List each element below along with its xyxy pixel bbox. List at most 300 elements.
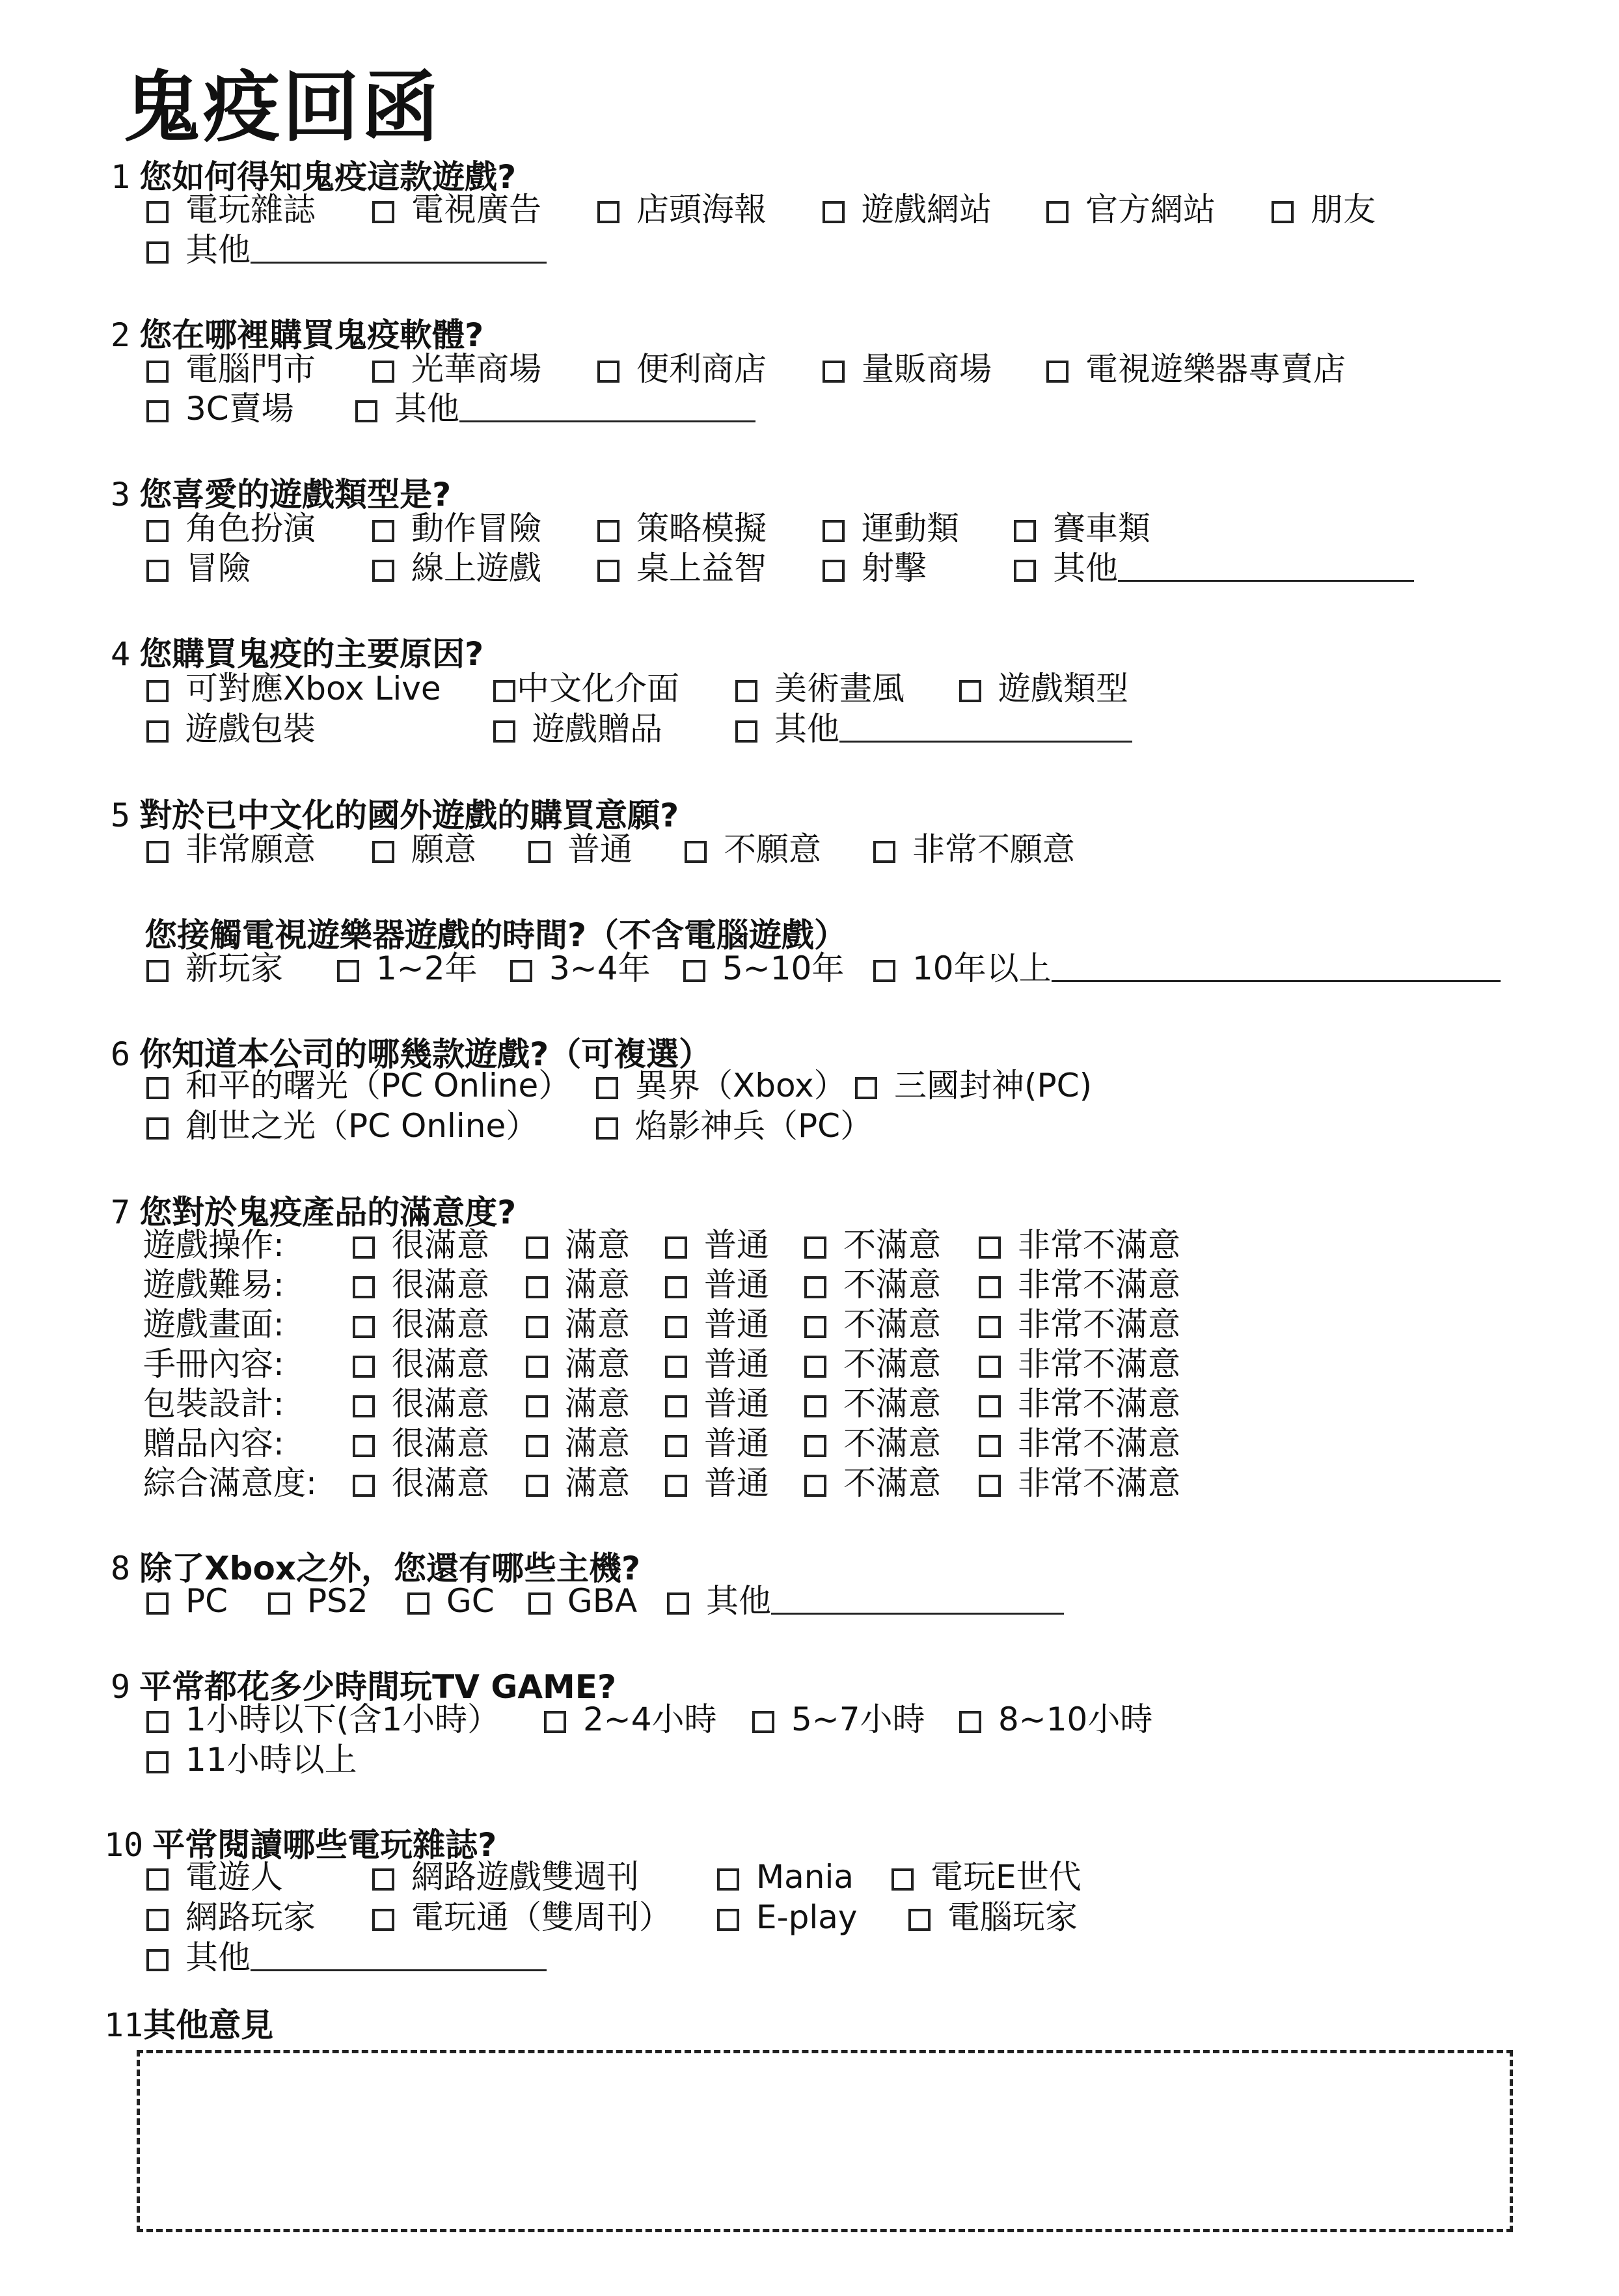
checkbox-option[interactable] — [146, 949, 283, 988]
checkbox[interactable] — [1272, 201, 1294, 223]
option-label: 其他 — [185, 231, 251, 269]
satisfaction-option[interactable] — [665, 1424, 769, 1463]
option-label: 滿意 — [565, 1464, 630, 1502]
checkbox-option-other[interactable] — [667, 1581, 1064, 1620]
checkbox[interactable] — [372, 1868, 394, 1891]
checkbox[interactable] — [1014, 560, 1036, 582]
option-label: 3C賣場 — [185, 390, 294, 428]
option-label: 不滿意 — [843, 1425, 941, 1462]
checkbox[interactable] — [752, 1711, 774, 1733]
satisfaction-option[interactable] — [979, 1225, 1180, 1264]
option-label: 非常不滿意 — [1018, 1266, 1180, 1304]
checkbox-option[interactable] — [717, 1857, 854, 1896]
checkbox-option[interactable] — [735, 669, 905, 708]
checkbox[interactable] — [665, 1395, 687, 1417]
checkbox-option[interactable] — [146, 709, 316, 748]
checkbox-option[interactable] — [597, 509, 767, 548]
option-label: 電視廣告 — [411, 191, 541, 228]
checkbox[interactable] — [717, 1909, 739, 1931]
checkbox[interactable] — [979, 1237, 1001, 1259]
option-label: 滿意 — [565, 1345, 630, 1383]
checkbox-option[interactable] — [372, 190, 541, 229]
option-label: 可對應Xbox Live — [185, 670, 441, 707]
option-label: 官方網站 — [1085, 191, 1216, 228]
checkbox[interactable] — [353, 1356, 375, 1378]
option-label: 店頭海報 — [636, 191, 767, 228]
checkbox-option[interactable] — [683, 949, 844, 988]
checkbox-option[interactable] — [146, 1106, 538, 1145]
option-label: 其他 — [1053, 549, 1118, 587]
satisfaction-option[interactable] — [979, 1424, 1180, 1463]
checkbox-option[interactable] — [372, 549, 541, 588]
checkbox[interactable] — [146, 1592, 169, 1615]
option-label: 滿意 — [565, 1305, 630, 1343]
option-label: 便利商店 — [636, 350, 767, 388]
checkbox-option[interactable] — [372, 1898, 672, 1937]
checkbox-option[interactable] — [596, 1066, 847, 1105]
satisfaction-option[interactable] — [665, 1305, 769, 1344]
checkbox-option[interactable] — [1046, 190, 1216, 229]
checkbox[interactable] — [596, 1117, 618, 1140]
option-label: 電腦門市 — [185, 350, 316, 388]
question-11 — [104, 1999, 273, 2046]
checkbox[interactable] — [665, 1276, 687, 1298]
satisfaction-option[interactable] — [526, 1265, 630, 1304]
satisfaction-option[interactable] — [804, 1265, 941, 1304]
checkbox-option[interactable] — [855, 1066, 1092, 1105]
checkbox[interactable] — [1014, 520, 1036, 542]
checkbox[interactable] — [372, 520, 394, 542]
option-label: 普通 — [704, 1226, 769, 1264]
option-label: 遊戲類型 — [998, 670, 1128, 707]
option-label: 普通 — [704, 1464, 769, 1502]
checkbox[interactable] — [735, 720, 757, 743]
option-label: PS2 — [307, 1582, 368, 1620]
satisfaction-option[interactable] — [804, 1345, 941, 1384]
option-label: 非常不願意 — [912, 830, 1075, 868]
checkbox-option[interactable] — [717, 1898, 858, 1937]
checkbox-option[interactable] — [596, 1106, 873, 1145]
checkbox[interactable] — [873, 841, 895, 863]
satisfaction-option[interactable] — [665, 1345, 769, 1384]
checkbox[interactable] — [959, 680, 981, 702]
question-text: 平常都花多少時間玩TV GAME? — [139, 1668, 616, 1706]
checkbox-option[interactable] — [823, 190, 992, 229]
checkbox[interactable] — [146, 680, 169, 702]
checkbox[interactable] — [372, 560, 394, 582]
checkbox[interactable] — [372, 841, 394, 863]
option-label: GC — [446, 1582, 495, 1620]
checkbox-option[interactable] — [146, 669, 441, 708]
option-label: 1小時以下(含1小時） — [185, 1701, 500, 1738]
option-label: 網路玩家 — [185, 1898, 316, 1936]
checkbox[interactable] — [823, 201, 845, 223]
option-label: 普通 — [704, 1345, 769, 1383]
question-number: 4 — [111, 635, 131, 673]
checkbox-option[interactable] — [597, 190, 767, 229]
checkbox[interactable] — [979, 1316, 1001, 1338]
checkbox[interactable] — [146, 201, 169, 223]
checkbox-option[interactable] — [372, 830, 476, 869]
checkbox[interactable] — [526, 1395, 548, 1417]
checkbox[interactable] — [372, 1909, 394, 1931]
satisfaction-option[interactable] — [665, 1464, 769, 1503]
checkbox-option[interactable] — [146, 1740, 357, 1779]
checkbox[interactable] — [353, 1276, 375, 1298]
checkbox-option[interactable] — [146, 349, 316, 389]
checkbox[interactable] — [353, 1435, 375, 1457]
question-number: 5 — [111, 797, 131, 834]
checkbox[interactable] — [526, 1475, 548, 1497]
checkbox[interactable] — [146, 1868, 169, 1891]
checkbox[interactable] — [979, 1276, 1001, 1298]
checkbox-option[interactable] — [544, 1700, 717, 1739]
option-label: 賽車類 — [1053, 510, 1150, 547]
option-label: 遊戲包裝 — [185, 710, 316, 748]
checkbox-option[interactable] — [685, 830, 821, 869]
checkbox-option[interactable] — [908, 1898, 1078, 1937]
checkbox-option[interactable] — [372, 509, 541, 548]
satisfaction-option[interactable] — [353, 1305, 489, 1344]
option-label: 美術畫風 — [774, 670, 905, 707]
checkbox-option-other[interactable] — [146, 230, 547, 269]
option-label: 非常不滿意 — [1018, 1464, 1180, 1502]
other-blank-field[interactable] — [771, 1581, 1064, 1615]
option-label: 朋友 — [1311, 191, 1376, 228]
checkbox-option[interactable] — [146, 1581, 228, 1620]
question-number: 8 — [111, 1550, 131, 1587]
checkbox-option-other[interactable] — [873, 949, 1501, 988]
checkbox[interactable] — [353, 1316, 375, 1338]
checkbox-option[interactable] — [146, 190, 316, 229]
satisfaction-option[interactable] — [526, 1345, 630, 1384]
option-label: 不滿意 — [843, 1345, 941, 1383]
checkbox[interactable] — [665, 1356, 687, 1378]
checkbox-option[interactable] — [959, 669, 1128, 708]
option-label: 8~10小時 — [998, 1701, 1153, 1738]
checkbox[interactable] — [1046, 201, 1068, 223]
checkbox-option[interactable] — [528, 1581, 637, 1620]
satisfaction-option[interactable] — [804, 1225, 941, 1264]
option-label: 非常不滿意 — [1018, 1385, 1180, 1423]
checkbox[interactable] — [337, 960, 359, 982]
checkbox[interactable] — [665, 1316, 687, 1338]
checkbox[interactable] — [597, 201, 619, 223]
checkbox[interactable] — [804, 1435, 826, 1457]
option-label: 射擊 — [862, 549, 927, 587]
checkbox[interactable] — [372, 201, 394, 223]
satisfaction-option[interactable] — [804, 1305, 941, 1344]
checkbox-option[interactable] — [1046, 349, 1346, 389]
checkbox-option[interactable] — [146, 1700, 500, 1739]
question-text: 您接觸電視遊樂器遊戲的時間?（不含電腦遊戲） — [144, 916, 847, 954]
checkbox[interactable] — [544, 1711, 566, 1733]
checkbox[interactable] — [353, 1237, 375, 1259]
satisfaction-row-label: 遊戲難易: — [143, 1266, 284, 1304]
checkbox-option[interactable] — [372, 349, 541, 389]
option-label: 不滿意 — [843, 1385, 941, 1423]
option-label: PC — [185, 1582, 228, 1620]
checkbox[interactable] — [146, 720, 169, 743]
option-label: 冒險 — [185, 549, 251, 587]
question-text: 您購買鬼疫的主要原因? — [139, 635, 484, 673]
question-text: 您如何得知鬼疫這款遊戲? — [139, 158, 517, 196]
checkbox-option[interactable] — [146, 1857, 283, 1896]
checkbox[interactable] — [665, 1435, 687, 1457]
checkbox[interactable] — [665, 1475, 687, 1497]
checkbox-option[interactable] — [337, 949, 478, 988]
checkbox[interactable] — [526, 1435, 548, 1457]
checkbox[interactable] — [146, 361, 169, 383]
checkbox[interactable] — [979, 1356, 1001, 1378]
option-label: 很滿意 — [392, 1464, 489, 1502]
checkbox-option[interactable] — [268, 1581, 368, 1620]
option-label: 很滿意 — [392, 1305, 489, 1343]
satisfaction-option[interactable] — [526, 1424, 630, 1463]
checkbox[interactable] — [823, 520, 845, 542]
checkbox[interactable] — [146, 400, 169, 422]
option-label: 網路遊戲雙週刊 — [411, 1858, 639, 1896]
checkbox[interactable] — [146, 520, 169, 542]
checkbox[interactable] — [146, 1909, 169, 1931]
checkbox[interactable] — [146, 1751, 169, 1773]
option-label: 2~4小時 — [583, 1701, 717, 1738]
option-label: 光華商場 — [411, 350, 541, 388]
checkbox-option[interactable] — [146, 509, 316, 548]
satisfaction-option[interactable] — [979, 1305, 1180, 1344]
satisfaction-option[interactable] — [804, 1384, 941, 1423]
option-label: 角色扮演 — [185, 510, 316, 547]
checkbox[interactable] — [268, 1592, 290, 1615]
option-label: GBA — [567, 1582, 638, 1620]
question-number: 6 — [111, 1035, 131, 1073]
checkbox[interactable] — [528, 1592, 551, 1615]
checkbox-option[interactable] — [823, 509, 959, 548]
question-text: 除了Xbox之外，您還有哪些主機? — [139, 1550, 641, 1587]
option-label: E-play — [756, 1898, 858, 1936]
checkbox-option[interactable] — [146, 549, 251, 588]
checkbox[interactable] — [735, 680, 757, 702]
checkbox[interactable] — [804, 1276, 826, 1298]
checkbox[interactable] — [804, 1475, 826, 1497]
checkbox[interactable] — [407, 1592, 429, 1615]
checkbox[interactable] — [823, 560, 845, 582]
checkbox[interactable] — [685, 841, 707, 863]
checkbox[interactable] — [596, 1077, 618, 1099]
blank-field[interactable] — [1052, 949, 1501, 982]
checkbox[interactable] — [146, 1077, 169, 1099]
checkbox[interactable] — [855, 1077, 877, 1099]
checkbox[interactable] — [526, 1316, 548, 1338]
checkbox-option-other[interactable] — [1014, 549, 1414, 588]
satisfaction-option[interactable] — [353, 1384, 489, 1423]
checkbox-option-other[interactable] — [355, 389, 755, 428]
checkbox[interactable] — [146, 1949, 169, 1971]
checkbox-option[interactable] — [597, 349, 767, 389]
checkbox-option[interactable] — [823, 349, 992, 389]
checkbox[interactable] — [667, 1592, 689, 1615]
satisfaction-option[interactable] — [979, 1265, 1180, 1304]
option-label: 電腦玩家 — [947, 1898, 1078, 1936]
checkbox-option[interactable] — [510, 949, 651, 988]
question-text: 您喜愛的遊戲類型是? — [139, 476, 452, 513]
satisfaction-option[interactable] — [665, 1384, 769, 1423]
option-label: 5~10年 — [722, 950, 845, 987]
other-blank-field[interactable] — [839, 709, 1132, 743]
option-label: 線上遊戲 — [411, 549, 541, 587]
checkbox[interactable] — [146, 1711, 169, 1733]
checkbox[interactable] — [873, 960, 895, 982]
option-label: 願意 — [411, 830, 476, 868]
other-blank-field[interactable] — [459, 389, 755, 422]
checkbox[interactable] — [146, 560, 169, 582]
satisfaction-option[interactable] — [804, 1424, 941, 1463]
option-label: 遊戲贈品 — [532, 710, 662, 748]
option-label: 非常不滿意 — [1018, 1425, 1180, 1462]
checkbox[interactable] — [804, 1237, 826, 1259]
checkbox-option[interactable] — [528, 830, 633, 869]
comment-textarea[interactable] — [137, 2050, 1513, 2232]
satisfaction-option[interactable] — [526, 1384, 630, 1423]
checkbox[interactable] — [372, 361, 394, 383]
option-label: 三國封神(PC) — [894, 1067, 1093, 1104]
option-label: 1~2年 — [376, 950, 478, 987]
option-label: 很滿意 — [392, 1425, 489, 1462]
option-label: 電遊人 — [185, 1858, 283, 1896]
satisfaction-row-label: 遊戲操作: — [143, 1226, 284, 1264]
option-label: 3~4年 — [549, 950, 651, 987]
checkbox[interactable] — [526, 1237, 548, 1259]
option-label: 普通 — [704, 1266, 769, 1304]
checkbox[interactable] — [146, 1117, 169, 1140]
satisfaction-row-label: 贈品內容: — [143, 1425, 284, 1462]
option-label: 普通 — [567, 830, 633, 868]
other-blank-field[interactable] — [251, 230, 547, 264]
option-label: 不願意 — [724, 830, 821, 868]
checkbox[interactable] — [959, 1711, 981, 1733]
checkbox[interactable] — [823, 361, 845, 383]
checkbox[interactable] — [665, 1237, 687, 1259]
checkbox[interactable] — [510, 960, 532, 982]
checkbox[interactable] — [355, 400, 377, 422]
satisfaction-option[interactable] — [526, 1305, 630, 1344]
satisfaction-option[interactable] — [353, 1345, 489, 1384]
question-number: 1 — [111, 158, 131, 196]
checkbox[interactable] — [804, 1356, 826, 1378]
checkbox-option[interactable] — [146, 389, 294, 428]
question-text: 平常閱讀哪些電玩雜誌? — [152, 1826, 497, 1864]
checkbox-option[interactable] — [493, 669, 679, 708]
option-label: 普通 — [704, 1305, 769, 1343]
checkbox[interactable] — [597, 520, 619, 542]
checkbox-option[interactable] — [959, 1700, 1152, 1739]
question-number: 10 — [104, 1826, 144, 1864]
checkbox[interactable] — [353, 1475, 375, 1497]
option-label: 滿意 — [565, 1266, 630, 1304]
option-label: 很滿意 — [392, 1226, 489, 1264]
checkbox[interactable] — [493, 720, 515, 743]
checkbox[interactable] — [146, 841, 169, 863]
checkbox-option[interactable] — [407, 1581, 495, 1620]
satisfaction-option[interactable] — [979, 1345, 1180, 1384]
checkbox-option-other[interactable] — [735, 709, 1132, 748]
satisfaction-option[interactable] — [353, 1225, 489, 1264]
checkbox[interactable] — [146, 960, 169, 982]
satisfaction-option[interactable] — [665, 1225, 769, 1264]
option-label: 11小時以上 — [185, 1741, 357, 1779]
checkbox[interactable] — [353, 1395, 375, 1417]
satisfaction-option[interactable] — [979, 1384, 1180, 1423]
satisfaction-option[interactable] — [979, 1464, 1180, 1503]
question-text: 對於已中文化的國外遊戲的購買意願? — [139, 797, 679, 834]
satisfaction-option[interactable] — [353, 1464, 489, 1503]
checkbox[interactable] — [526, 1276, 548, 1298]
checkbox-option[interactable] — [1014, 509, 1150, 548]
checkbox-option[interactable] — [372, 1857, 639, 1896]
checkbox[interactable] — [717, 1868, 739, 1891]
checkbox-option[interactable] — [823, 549, 927, 588]
option-label: 遊戲網站 — [862, 191, 992, 228]
question-number: 9 — [111, 1668, 131, 1706]
checkbox[interactable] — [979, 1395, 1001, 1417]
other-blank-field[interactable] — [1118, 549, 1414, 582]
checkbox[interactable] — [597, 560, 619, 582]
checkbox[interactable] — [526, 1356, 548, 1378]
checkbox[interactable] — [683, 960, 705, 982]
option-label: 5~7小時 — [791, 1701, 925, 1738]
option-label: 其他 — [185, 1939, 251, 1976]
option-label: 創世之光（PC Online） — [185, 1107, 539, 1145]
checkbox[interactable] — [1046, 361, 1068, 383]
checkbox[interactable] — [804, 1316, 826, 1338]
checkbox-option[interactable] — [752, 1700, 925, 1739]
checkbox-option[interactable] — [891, 1857, 1082, 1896]
checkbox[interactable] — [891, 1868, 914, 1891]
option-label: 很滿意 — [392, 1266, 489, 1304]
checkbox[interactable] — [979, 1435, 1001, 1457]
checkbox-option[interactable] — [493, 709, 662, 748]
option-label: 不滿意 — [843, 1226, 941, 1264]
checkbox[interactable] — [979, 1475, 1001, 1497]
checkbox[interactable] — [528, 841, 551, 863]
checkbox-option-other[interactable] — [146, 1938, 547, 1977]
checkbox-option[interactable] — [597, 549, 767, 588]
checkbox[interactable] — [804, 1395, 826, 1417]
option-label: 非常不滿意 — [1018, 1305, 1180, 1343]
other-blank-field[interactable] — [251, 1938, 547, 1971]
satisfaction-option[interactable] — [526, 1225, 630, 1264]
satisfaction-option[interactable] — [804, 1464, 941, 1503]
page-title: 鬼疫回函 — [124, 62, 442, 152]
satisfaction-option[interactable] — [353, 1265, 489, 1304]
checkbox[interactable] — [597, 361, 619, 383]
checkbox-option[interactable] — [873, 830, 1075, 869]
checkbox-option[interactable] — [146, 830, 316, 869]
checkbox[interactable] — [908, 1909, 931, 1931]
option-label: 異界（Xbox） — [635, 1067, 847, 1104]
checkbox-option[interactable] — [146, 1066, 571, 1105]
satisfaction-option[interactable] — [353, 1424, 489, 1463]
checkbox-option[interactable] — [146, 1898, 316, 1937]
satisfaction-option[interactable] — [526, 1464, 630, 1503]
option-label: 非常願意 — [185, 830, 316, 868]
option-label: 不滿意 — [843, 1464, 941, 1502]
satisfaction-option[interactable] — [665, 1265, 769, 1304]
checkbox[interactable] — [146, 241, 169, 264]
checkbox-option[interactable] — [1272, 190, 1376, 229]
question-number: 7 — [111, 1194, 131, 1231]
checkbox[interactable] — [493, 680, 515, 702]
